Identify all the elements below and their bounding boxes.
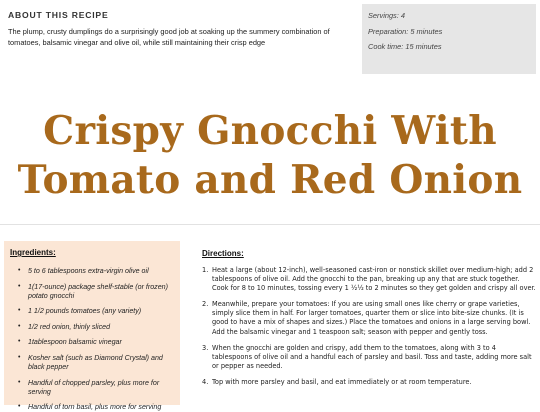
step-number: 2. <box>202 300 209 309</box>
direction-step <box>202 378 536 387</box>
recipe-title <box>0 107 540 205</box>
servings-text: Servings: 4 <box>368 11 405 20</box>
ingredient-item: • 5 to 6 tablespoons extra-virgin olive oil <box>10 267 175 276</box>
ingredient-item: • 1/2 red onion, thinly sliced <box>10 323 175 332</box>
cook-time-text: Cook time: 15 minutes <box>368 42 442 51</box>
step-number: 3. <box>202 343 209 352</box>
ingredients-heading: Ingredients: <box>10 248 56 257</box>
recipe-meta-box <box>362 4 536 74</box>
step-number: 1. <box>202 266 209 274</box>
recipe-title-line-2: Tomato and Red Onion <box>17 157 523 204</box>
ingredient-item: • 1 1/2 pounds tomatoes (any variety) <box>10 307 175 316</box>
direction-step <box>202 300 536 336</box>
about-text: The plump, crusty dumplings do a surprisingly good job at soaking up the summery combination of tomatoes, balsamic vinegar and olive oil, while still maintaining their crisp edge <box>8 27 330 47</box>
step-text: When the gnocchi are golden and crispy, add them to the tomatoes, along with 3 to 4 tablespoons of olive oil and a handful each of parsley and basil. Toss and taste, adding more salt or pepper as needed. <box>212 343 532 370</box>
step-text: Top with more parsley and basil, and eat immediately or at room temperature. <box>212 377 472 386</box>
ingredient-item: • Handful of torn basil, plus more for serving <box>10 403 175 412</box>
divider <box>0 224 540 225</box>
directions-section <box>202 249 536 394</box>
directions-heading: Directions: <box>202 249 244 258</box>
ingredients-list <box>10 267 175 412</box>
direction-step <box>202 266 536 293</box>
step-text: Heat a large (about 12-inch), well-seasoned cast-iron or nonstick skillet over medium-high; add 2 tablespoons of olive oil. Add the gnocchi to the pan, breaking up any that are stuck together. Cook for 8 to 10 minutes, tossing every 1 ½½ to 2 minutes so they get golden and crispy all over. <box>212 266 536 293</box>
ingredient-item: • 1(17-ounce) package shelf-stable (or frozen) potato gnocchi <box>10 283 175 301</box>
step-text: Meanwhile, prepare your tomatoes: If you are using small ones like cherry or grape varieties, simply slice them in half. For larger tomatoes, quarter them or slice into bite-size chunks. (It is good to have a mix of shapes and sizes.) Place the tomatoes and onions in a large serving bowl. Add the balsamic vinegar and 1 teaspoon salt; season with pepper and gently toss. <box>212 300 531 336</box>
preparation-text: Preparation: 5 minutes <box>368 26 443 36</box>
directions-list <box>202 266 536 387</box>
ingredient-item: • Kosher salt (such as Diamond Crystal) and black pepper <box>10 354 175 372</box>
ingredient-item: • 1tablespoon balsamic vinegar <box>10 338 175 347</box>
about-section <box>8 10 330 48</box>
direction-step <box>202 344 536 371</box>
ingredients-panel <box>4 241 180 412</box>
ingredient-item: • Handful of chopped parsley, plus more for serving <box>10 379 175 397</box>
recipe-title-line-1: Crispy Gnocchi With <box>43 108 497 154</box>
step-number: 4. <box>202 377 209 386</box>
about-heading: ABOUT THIS RECIPE <box>8 10 109 20</box>
